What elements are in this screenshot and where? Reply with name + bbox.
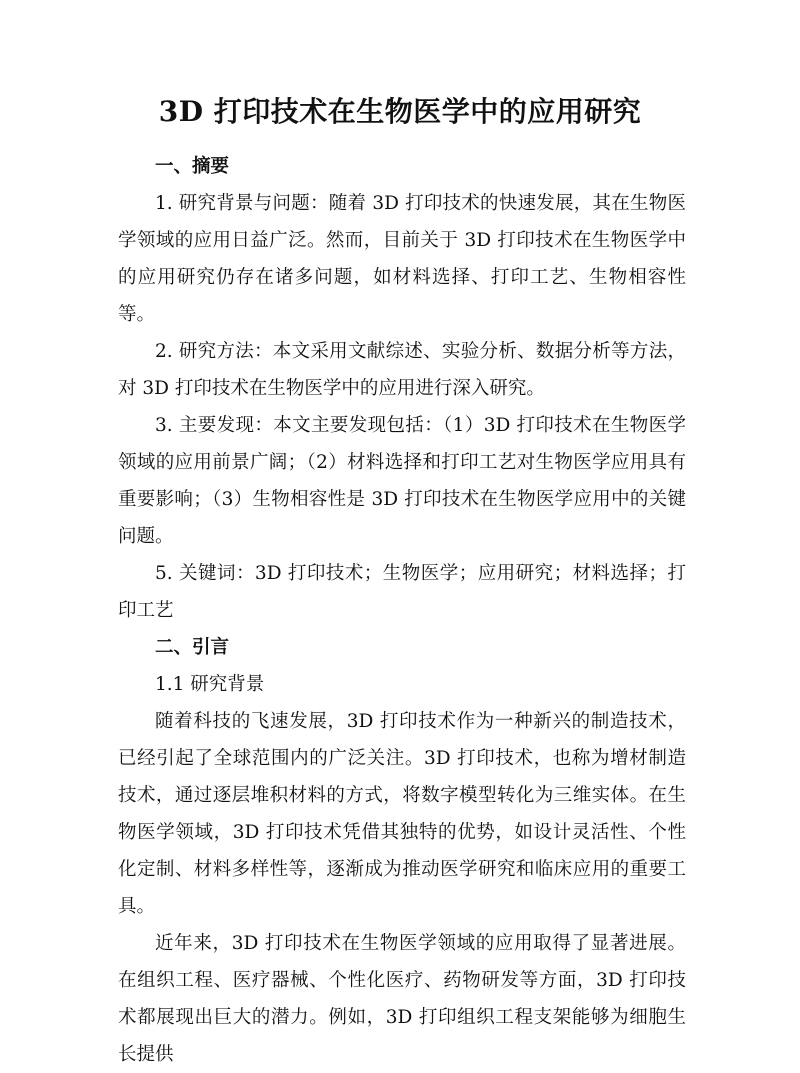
abstract-heading: 一、摘要 (155, 156, 230, 177)
introduction-paragraph-2: 近年来，3D 打印技术在生物医学领域的应用取得了显著进展。在组织工程、医疗器械、个性化医疗、药物研发等方面，3D 打印技术都展现出巨大的潜力。例如，3D 打印组织工程支架能够为细胞生长提供 (118, 933, 686, 1065)
section-1-1-heading: 1.1 研究背景 (155, 674, 265, 695)
abstract-background-paragraph: 1. 研究背景与问题：随着 3D 打印技术的快速发展，其在生物医学领域的应用日益广泛。然而，目前关于 3D 打印技术在生物医学中的应用研究仍存在诸多问题，如材料选择、打印工艺、生物相容性等。 (118, 193, 686, 325)
abstract-findings-paragraph: 3. 主要发现：本文主要发现包括：（1）3D 打印技术在生物医学领域的应用前景广阔；（2）材料选择和打印工艺对生物医学应用具有重要影响；（3）生物相容性是 3D 打印技术在生物医学应用中的关键问题。 (118, 415, 686, 547)
introduction-heading: 二、引言 (155, 637, 230, 658)
abstract-keywords-paragraph: 5. 关键词：3D 打印技术；生物医学；应用研究；材料选择；打印工艺 (118, 563, 686, 621)
document-title: 3D 打印技术在生物医学中的应用研究 (158, 95, 642, 128)
abstract-methods-paragraph: 2. 研究方法：本文采用文献综述、实验分析、数据分析等方法，对 3D 打印技术在生物医学中的应用进行深入研究。 (118, 341, 686, 399)
introduction-paragraph-1: 随着科技的飞速发展，3D 打印技术作为一种新兴的制造技术，已经引起了全球范围内的广泛关注。3D 打印技术，也称为增材制造技术，通过逐层堆积材料的方式，将数字模型转化为三维实体。在生物医学领域，3D 打印技术凭借其独特的优势，如设计灵活性、个性化定制、材料多样性等，逐渐成为推动医学研究和临床应用的重要工具。 (118, 711, 686, 917)
document-body (118, 148, 686, 1073)
